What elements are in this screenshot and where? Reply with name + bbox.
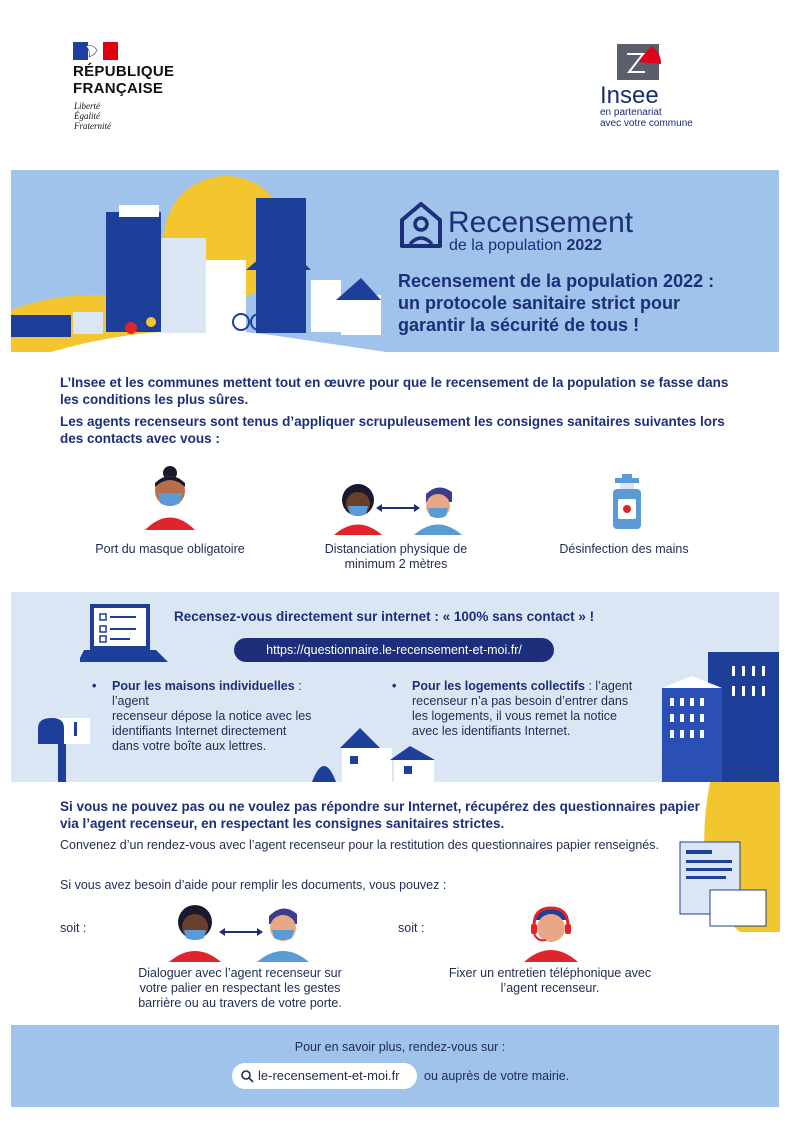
recensement-logo-subtitle xyxy=(449,237,602,255)
town-illustration xyxy=(11,160,386,352)
houses-icon xyxy=(310,720,440,782)
questionnaire-url-link[interactable]: https://questionnaire.le-recensement-et-moi.fr/ xyxy=(234,638,554,662)
banner-headline xyxy=(398,270,778,336)
option2-line1: Fixer un entretien téléphonique avec xyxy=(448,966,652,980)
doorstep-dialogue-icon xyxy=(165,900,315,962)
headline-line3: garantir la sécurité de tous ! xyxy=(398,315,640,335)
headline-line1: Recensement de la population 2022 : xyxy=(398,271,715,291)
bullet-houses-line3: identifiants Internet directement xyxy=(112,724,287,738)
bullet-houses xyxy=(92,679,332,754)
paper-title: Si vous ne pouvez pas ou ne voulez pas répondre sur Internet, récupérez des questionnaires papier via l’agent recenseur, en respectant les consignes sanitaires strictes. xyxy=(60,799,700,831)
or-mairie-text: ou auprès de votre mairie. xyxy=(424,1069,570,1083)
apartment-building-icon xyxy=(662,652,779,782)
distancing-people-icon xyxy=(330,480,465,535)
option1-line2: votre palier en respectant les gestes xyxy=(139,981,341,995)
website-link[interactable]: le-recensement-et-moi.fr xyxy=(258,1068,400,1083)
bullet-houses-line2: recenseur dépose la notice avec les xyxy=(112,709,312,723)
caption-mask: Port du masque obligatoire xyxy=(95,542,245,556)
motto-fraternite: Fraternité xyxy=(74,121,111,131)
phone-headset-icon xyxy=(520,898,582,962)
insee-logo-icon xyxy=(615,42,663,82)
recensement-logo-title: Recensement xyxy=(448,206,634,239)
bullet-houses-bold: Pour les maisons individuelles xyxy=(112,679,295,693)
option2-line2: l’agent recenseur. xyxy=(500,981,600,995)
republique-francaise-title xyxy=(73,63,174,97)
bullet-houses-line4: dans votre boîte aux lettres. xyxy=(112,739,267,753)
option1-line1: Dialoguer avec l’agent recenseur sur xyxy=(138,966,342,980)
distancing-line1: Distanciation physique de xyxy=(324,542,468,556)
paper-paragraph-2: Si vous avez besoin d’aide pour remplir les documents, vous pouvez : xyxy=(60,878,447,892)
option1-line3: barrière ou au travers de votre porte. xyxy=(138,996,342,1010)
internet-title: Recensez-vous directement sur internet : « 100% sans contact » ! xyxy=(174,609,595,624)
insee-sub-line1: en partenariat xyxy=(600,107,662,118)
motto-egalite: Égalité xyxy=(74,111,100,121)
house-person-icon xyxy=(398,198,444,250)
insee-sub-line2: avec votre commune xyxy=(600,118,693,129)
logo-sub-text: de la population xyxy=(449,237,562,254)
intro-text xyxy=(60,375,740,453)
website-search-pill[interactable] xyxy=(232,1063,417,1089)
bullet-dot: • xyxy=(92,679,97,693)
republic-line1: RÉPUBLIQUE xyxy=(73,63,175,80)
option-2-label: soit : xyxy=(398,921,425,935)
distancing-line2: minimum 2 mètres xyxy=(344,557,448,571)
paper-paragraph-1: Convenez d’un rendez-vous avec l’agent recenseur pour la restitution des questionnaires papier renseignés. xyxy=(60,838,659,852)
bullet-flats-bold: Pour les logements collectifs xyxy=(412,679,585,693)
mailbox-icon xyxy=(30,718,100,782)
option-1-label: soit : xyxy=(60,921,87,935)
caption-option-1 xyxy=(120,966,360,1011)
laptop-checklist-icon xyxy=(80,600,170,664)
bullet-flats-line2: recenseur n’a pas besoin d’entrer dans xyxy=(412,694,629,708)
republic-motto xyxy=(74,101,111,131)
headline-line2: un protocole sanitaire strict pour xyxy=(398,293,681,313)
caption-hands: Désinfection des mains xyxy=(559,542,689,556)
bullet-flats-line1: : l’agent xyxy=(584,679,633,693)
marianne-flag-icon xyxy=(73,42,118,60)
caption-distancing xyxy=(296,542,496,572)
sanitizer-bottle-icon xyxy=(605,472,645,532)
search-icon xyxy=(241,1070,254,1083)
intro-paragraph-1: L’Insee et les communes mettent tout en œuvre pour que le recensement de la population se fasse dans les conditions les plus sûres. xyxy=(60,375,729,407)
republic-line2: FRANÇAISE xyxy=(73,80,164,97)
intro-paragraph-2: Les agents recenseurs sont tenus d’appliquer scrupuleusement les consignes sanitaires suivantes lors des contacts avec vous : xyxy=(60,414,725,446)
mask-person-icon xyxy=(140,465,200,530)
bullet-flats xyxy=(392,679,672,739)
insee-name: Insee xyxy=(600,82,659,109)
bullet-dot: • xyxy=(392,679,397,693)
caption-option-2 xyxy=(430,966,670,996)
bullet-flats-line3: les logements, il vous remet la notice xyxy=(412,709,617,723)
bullet-flats-line4: avec les identifiants Internet. xyxy=(412,724,571,738)
motto-liberte: Liberté xyxy=(74,101,100,111)
bullet-houses-line1: : l’agent xyxy=(112,679,302,708)
insee-partner-text xyxy=(600,107,693,129)
more-info-text: Pour en savoir plus, rendez-vous sur : xyxy=(294,1040,506,1054)
logo-year: 2022 xyxy=(566,237,603,254)
